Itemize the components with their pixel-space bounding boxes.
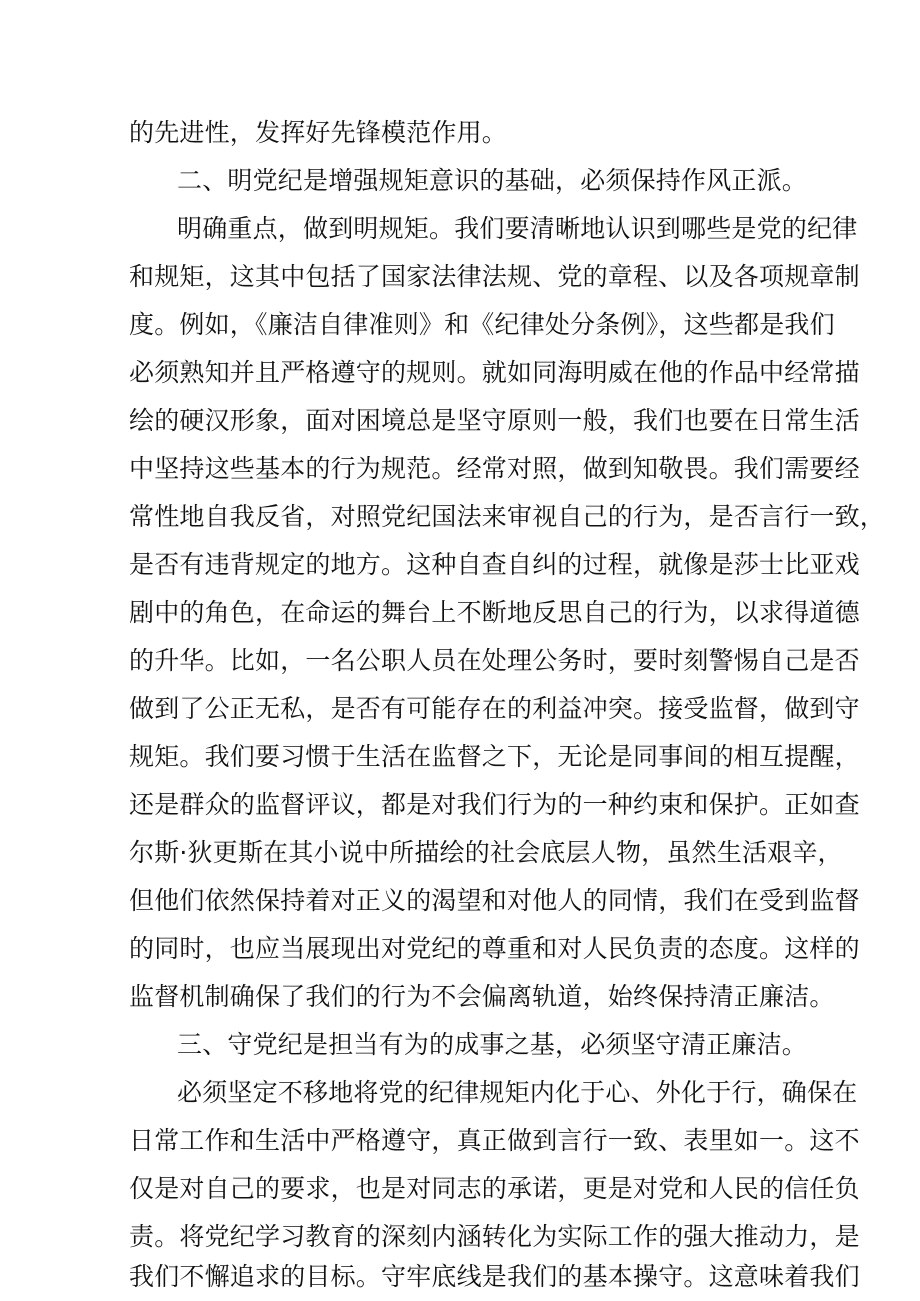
text-line-6: 必须熟知并且严格遵守的规则。就如同海明威在他的作品中经常描	[129, 358, 860, 387]
text-line-3: 明确重点，做到明规矩。我们要清晰地认识到哪些是党的纪律	[177, 214, 858, 243]
text-line-4: 和规矩，这其中包括了国家法律法规、党的章程、以及各项规章制	[129, 262, 860, 291]
text-line-18: 的同时，也应当展现出对党纪的尊重和对人民负责的态度。这样的	[129, 934, 860, 963]
text-line-7: 绘的硬汉形象，面对困境总是坚守原则一般，我们也要在日常生活	[129, 406, 860, 435]
text-line-13: 做到了公正无私，是否有可能存在的利益冲突。接受监督，做到守	[129, 694, 860, 723]
text-line-1: 的先进性，发挥好先锋模范作用。	[129, 118, 508, 147]
text-line-16: 尔斯·狄更斯在其小说中所描绘的社会底层人物，虽然生活艰辛，	[129, 838, 843, 867]
section-heading-3: 三、守党纪是担当有为的成事之基，必须坚守清正廉洁。	[177, 1030, 808, 1059]
text-line-22: 日常工作和生活中严格遵守，真正做到言行一致、表里如一。这不	[129, 1126, 860, 1155]
text-line-8: 中坚持这些基本的行为规范。经常对照，做到知敬畏。我们需要经	[129, 454, 860, 483]
text-line-19: 监督机制确保了我们的行为不会偏离轨道，始终保持清正廉洁。	[129, 982, 835, 1011]
text-line-17: 但他们依然保持着对正义的渴望和对他人的同情，我们在受到监督	[129, 886, 860, 915]
section-heading-2: 二、明党纪是增强规矩意识的基础，必须保持作风正派。	[177, 166, 808, 195]
text-line-25: 我们不懈追求的目标。守牢底线是我们的基本操守。这意味着我们	[129, 1262, 860, 1291]
text-line-14: 规矩。我们要习惯于生活在监督之下，无论是同事间的相互提醒，	[129, 742, 860, 771]
text-line-10: 是否有违背规定的地方。这种自查自纠的过程，就像是莎士比亚戏	[129, 550, 860, 579]
text-line-12: 的升华。比如，一名公职人员在处理公务时，要时刻警惕自己是否	[129, 646, 860, 675]
text-line-21: 必须坚定不移地将党的纪律规矩内化于心、外化于行，确保在	[177, 1078, 858, 1107]
text-line-5: 度。例如，《廉洁自律准则》和《纪律处分条例》，这些都是我们	[129, 310, 835, 339]
text-line-11: 剧中的角色，在命运的舞台上不断地反思自己的行为，以求得道德	[129, 598, 860, 627]
text-line-15: 还是群众的监督评议，都是对我们行为的一种约束和保护。正如查	[129, 790, 860, 819]
text-line-23: 仅是对自己的要求，也是对同志的承诺，更是对党和人民的信任负	[129, 1174, 860, 1203]
text-line-24: 责。将党纪学习教育的深刻内涵转化为实际工作的强大推动力，是	[129, 1222, 860, 1251]
text-line-9: 常性地自我反省，对照党纪国法来审视自己的行为，是否言行一致，	[129, 502, 886, 531]
